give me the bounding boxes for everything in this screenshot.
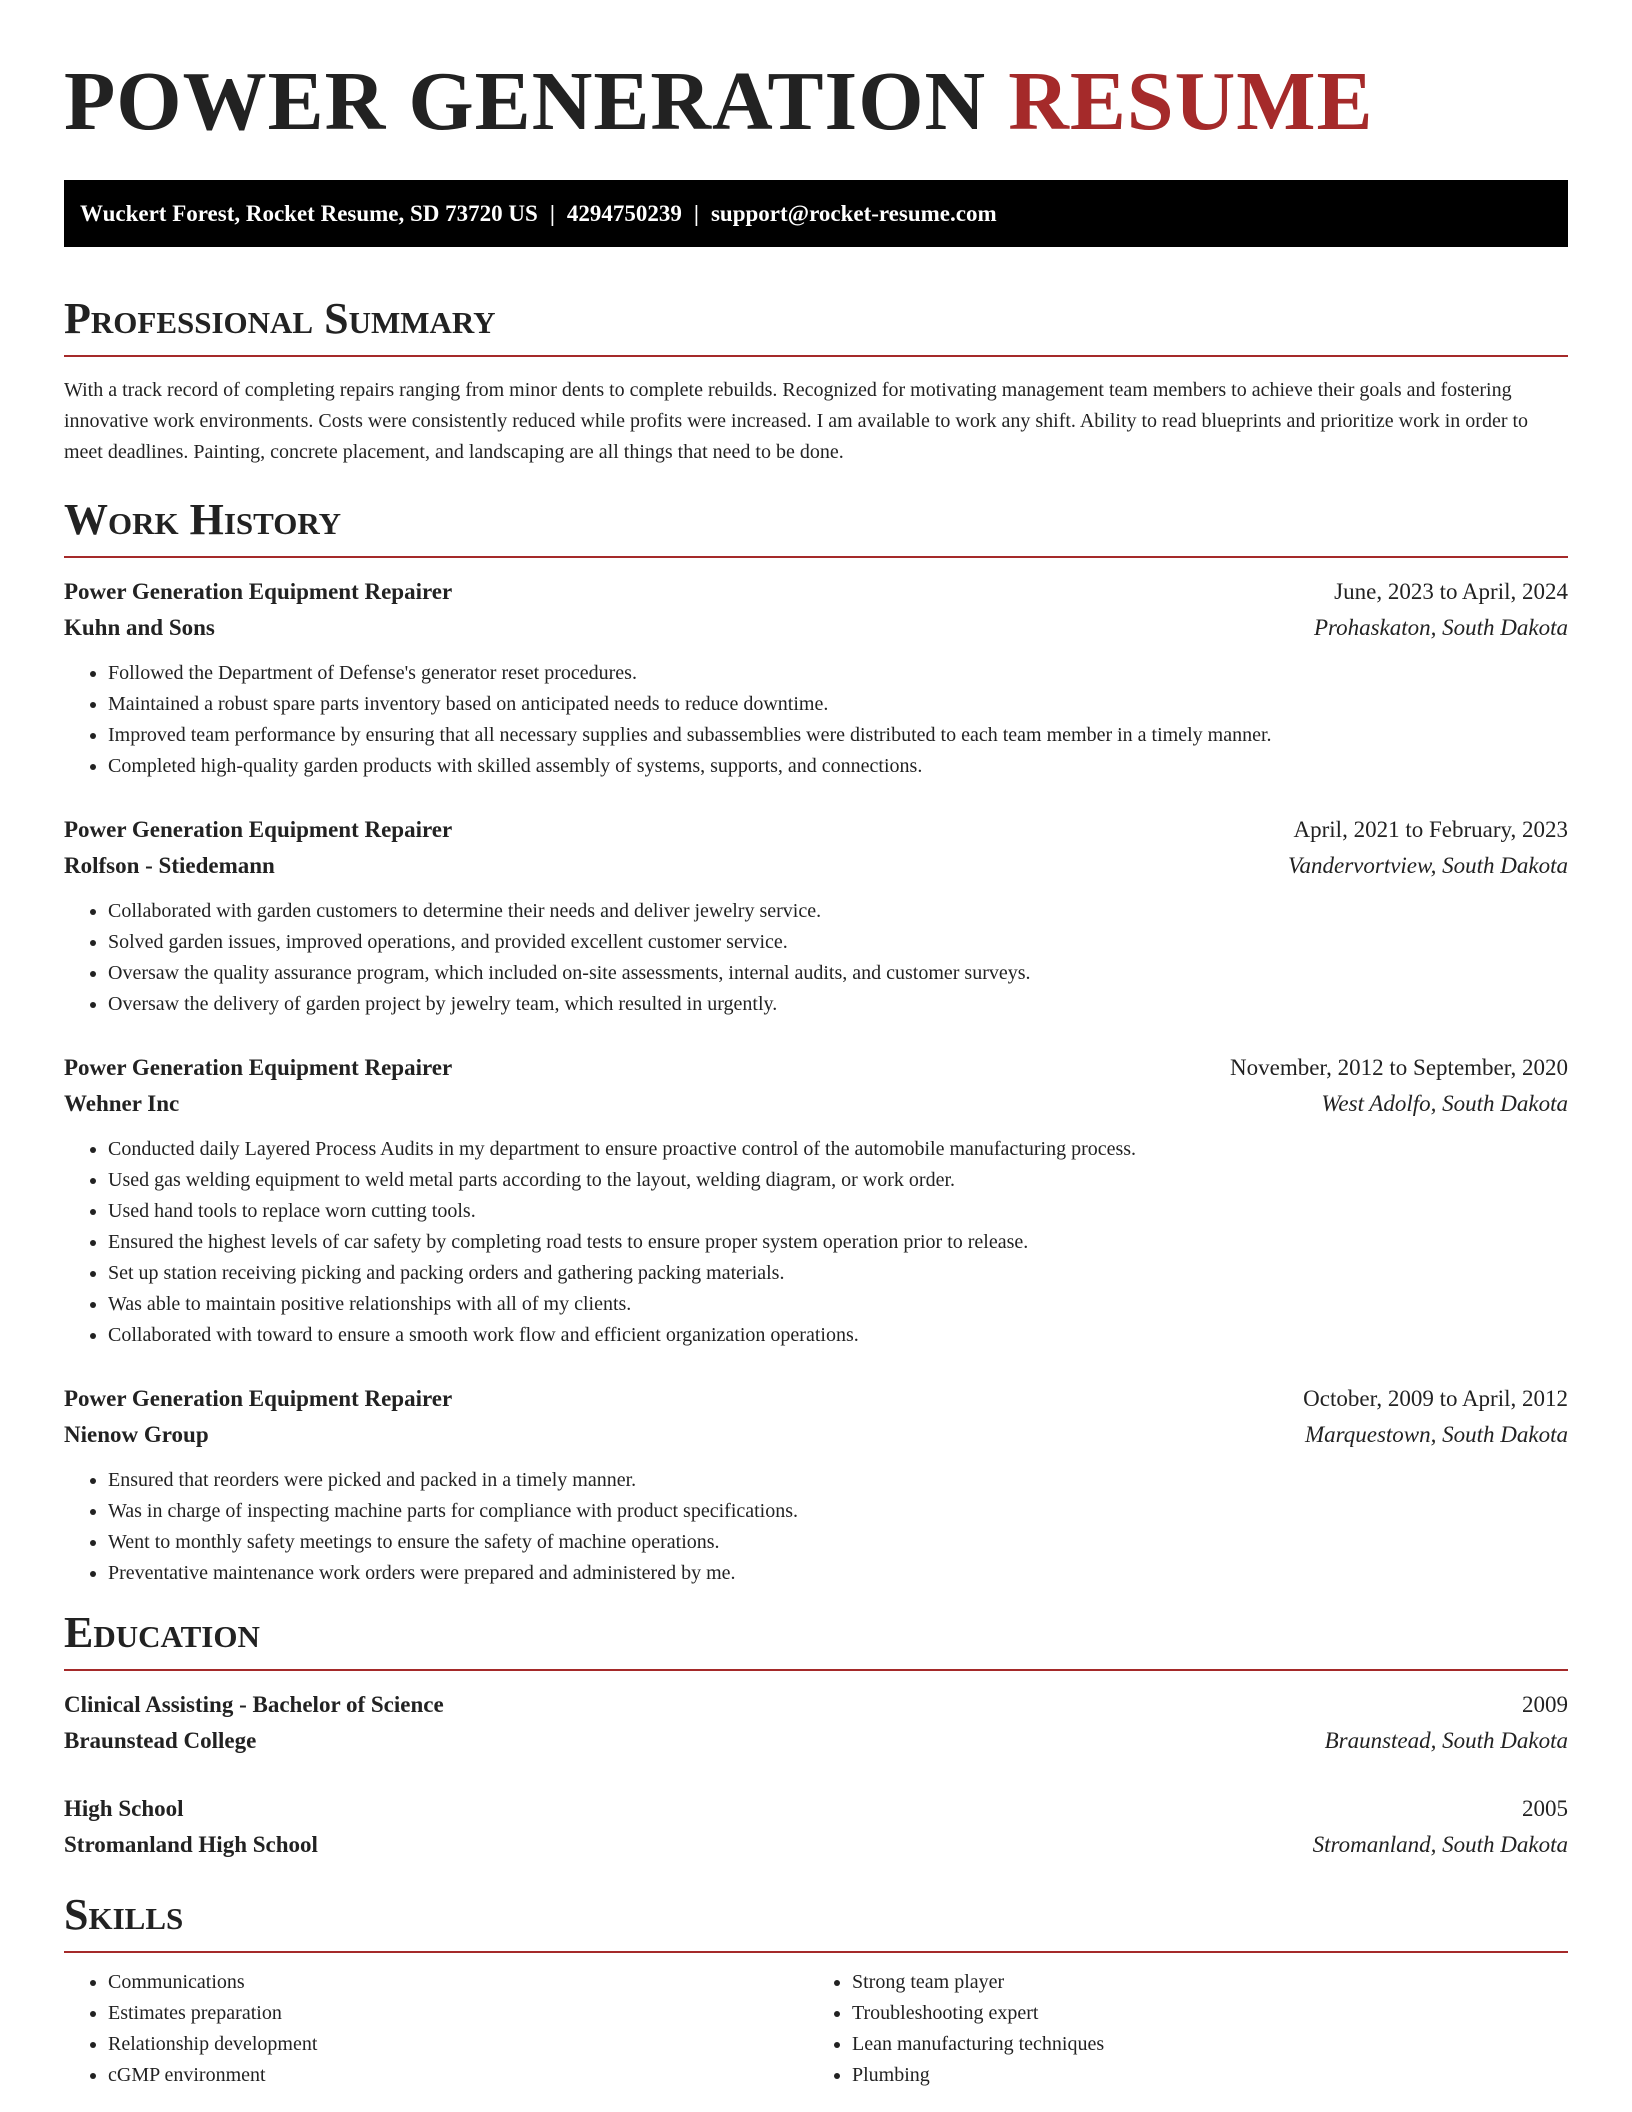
education-entry	[64, 1687, 1568, 1759]
title-accent: RESUME	[1008, 55, 1374, 148]
education-degree: High School	[64, 1796, 184, 1821]
skills-section	[64, 1889, 1568, 2091]
job-dates: November, 2012 to September, 2020	[1230, 1055, 1568, 1080]
job-company: Wehner Inc	[64, 1091, 180, 1116]
education-year: 2005	[1522, 1796, 1568, 1821]
job-title: Power Generation Equipment Repairer	[64, 579, 453, 604]
job-bullet: • Was able to maintain positive relationships with all of my clients.	[108, 1289, 1568, 1320]
skill-item: • cGMP environment	[108, 2060, 804, 2091]
job-bullet: • Maintained a robust spare parts inventory based on anticipated needs to reduce downtime.	[108, 689, 1568, 720]
resume-title	[64, 0, 1568, 148]
job-bullet: • Improved team performance by ensuring that all necessary supplies and subassemblies were distributed to each team member in a timely manner.	[108, 720, 1568, 751]
section-heading-work-history: Work History	[64, 495, 342, 544]
job-company: Kuhn and Sons	[64, 615, 215, 640]
job-company: Rolfson - Stiedemann	[64, 853, 275, 878]
resume-page	[64, 0, 1568, 2091]
job-entry	[64, 574, 1568, 782]
job-entry	[64, 812, 1568, 1020]
education-school: Braunstead College	[64, 1728, 257, 1753]
job-title: Power Generation Equipment Repairer	[64, 1055, 453, 1080]
job-bullet: • Conducted daily Layered Process Audits in my department to ensure proactive control of the automobile manufacturing process.	[108, 1134, 1568, 1165]
skill-item: • Plumbing	[852, 2060, 1548, 2091]
section-divider	[64, 355, 1568, 357]
summary-text: With a track record of completing repairs ranging from minor dents to complete rebuilds. Recognized for motivating management team members to achieve their goals and fostering innovative work environments. Costs were consistently reduced while profits were increased. I am available to work any shift. Ability to read blueprints and prioritize work in order to meet deadlines. Painting, concrete placement, and landscaping are all things that need to be done.	[64, 379, 1529, 463]
education-header-row	[64, 1791, 1568, 1827]
skills-column-left	[64, 1967, 804, 2091]
job-header-row	[64, 1050, 1568, 1086]
education-school-row	[64, 1723, 1568, 1759]
job-bullet: • Followed the Department of Defense's generator reset procedures.	[108, 658, 1568, 689]
job-header-row	[64, 812, 1568, 848]
job-bullet: • Preventative maintenance work orders were prepared and administered by me.	[108, 1558, 1568, 1589]
job-company-row	[64, 1086, 1568, 1122]
job-bullet: • Oversaw the quality assurance program, which included on-site assessments, internal audits, and customer surveys.	[108, 958, 1568, 989]
job-dates: April, 2021 to February, 2023	[1293, 817, 1568, 842]
skill-item: • Communications	[108, 1967, 804, 1998]
skill-item: • Estimates preparation	[108, 1998, 804, 2029]
job-dates: June, 2023 to April, 2024	[1334, 579, 1568, 604]
job-bullet: • Was in charge of inspecting machine parts for compliance with product specifications.	[108, 1496, 1568, 1527]
job-location: Prohaskaton, South Dakota	[1313, 615, 1568, 640]
job-bullet: • Solved garden issues, improved operations, and provided excellent customer service.	[108, 927, 1568, 958]
job-title: Power Generation Equipment Repairer	[64, 817, 453, 842]
skill-item: • Strong team player	[852, 1967, 1548, 1998]
education-degree: Clinical Assisting - Bachelor of Science	[64, 1692, 444, 1717]
contact-separator: |	[549, 201, 555, 226]
contact-bar	[64, 180, 1568, 247]
job-bullet: • Set up station receiving picking and packing orders and gathering packing materials.	[108, 1258, 1568, 1289]
job-entry	[64, 1381, 1568, 1589]
education-location: Stromanland, South Dakota	[1312, 1832, 1568, 1857]
job-bullet: • Used gas welding equipment to weld metal parts according to the layout, welding diagram, or work order.	[108, 1165, 1568, 1196]
summary-section	[64, 293, 1568, 468]
job-location: Marquestown, South Dakota	[1305, 1422, 1568, 1447]
job-bullets	[64, 1134, 1568, 1351]
education-school-row	[64, 1827, 1568, 1863]
contact-email[interactable]: support@rocket-resume.com	[710, 201, 997, 226]
job-bullet: • Went to monthly safety meetings to ensure the safety of machine operations.	[108, 1527, 1568, 1558]
section-heading-skills: Skills	[64, 1890, 184, 1939]
education-year: 2009	[1522, 1692, 1568, 1717]
contact-address: Wuckert Forest, Rocket Resume, SD 73720 US	[80, 201, 538, 226]
job-bullet: • Ensured that reorders were picked and packed in a timely manner.	[108, 1465, 1568, 1496]
job-entry	[64, 1050, 1568, 1351]
job-header-row	[64, 1381, 1568, 1417]
job-company-row	[64, 848, 1568, 884]
title-main: POWER GENERATION	[64, 55, 987, 148]
job-title: Power Generation Equipment Repairer	[64, 1386, 453, 1411]
job-company-row	[64, 1417, 1568, 1453]
work-history-section	[64, 494, 1568, 1589]
job-bullets	[64, 658, 1568, 782]
contact-separator: |	[693, 201, 699, 226]
skill-item: • Lean manufacturing techniques	[852, 2029, 1548, 2060]
section-heading-education: Education	[64, 1608, 260, 1657]
section-divider	[64, 1951, 1568, 1953]
skills-column-right	[804, 1967, 1548, 2091]
job-bullet: • Collaborated with garden customers to determine their needs and deliver jewelry service.	[108, 896, 1568, 927]
job-bullet: • Used hand tools to replace worn cutting tools.	[108, 1196, 1568, 1227]
section-heading-summary: Professional Summary	[64, 294, 496, 343]
education-entry	[64, 1791, 1568, 1863]
job-company: Nienow Group	[64, 1422, 209, 1447]
skills-columns	[64, 1967, 1568, 2091]
job-location: West Adolfo, South Dakota	[1321, 1091, 1568, 1116]
job-bullet: • Ensured the highest levels of car safety by completing road tests to ensure proper system operation prior to release.	[108, 1227, 1568, 1258]
job-dates: October, 2009 to April, 2012	[1303, 1386, 1568, 1411]
job-location: Vandervortview, South Dakota	[1288, 853, 1568, 878]
education-header-row	[64, 1687, 1568, 1723]
education-section	[64, 1607, 1568, 1863]
job-company-row	[64, 610, 1568, 646]
section-divider	[64, 556, 1568, 558]
skill-item: • Relationship development	[108, 2029, 804, 2060]
job-bullet: • Collaborated with toward to ensure a smooth work flow and efficient organization operations.	[108, 1320, 1568, 1351]
section-divider	[64, 1669, 1568, 1671]
job-bullets	[64, 896, 1568, 1020]
job-bullet: • Oversaw the delivery of garden project by jewelry team, which resulted in urgently.	[108, 989, 1568, 1020]
job-bullets	[64, 1465, 1568, 1589]
education-school: Stromanland High School	[64, 1832, 318, 1857]
education-location: Braunstead, South Dakota	[1324, 1728, 1568, 1753]
job-bullet: • Completed high-quality garden products with skilled assembly of systems, supports, and connections.	[108, 751, 1568, 782]
contact-phone[interactable]: 4294750239	[566, 201, 682, 226]
job-header-row	[64, 574, 1568, 610]
skill-item: • Troubleshooting expert	[852, 1998, 1548, 2029]
